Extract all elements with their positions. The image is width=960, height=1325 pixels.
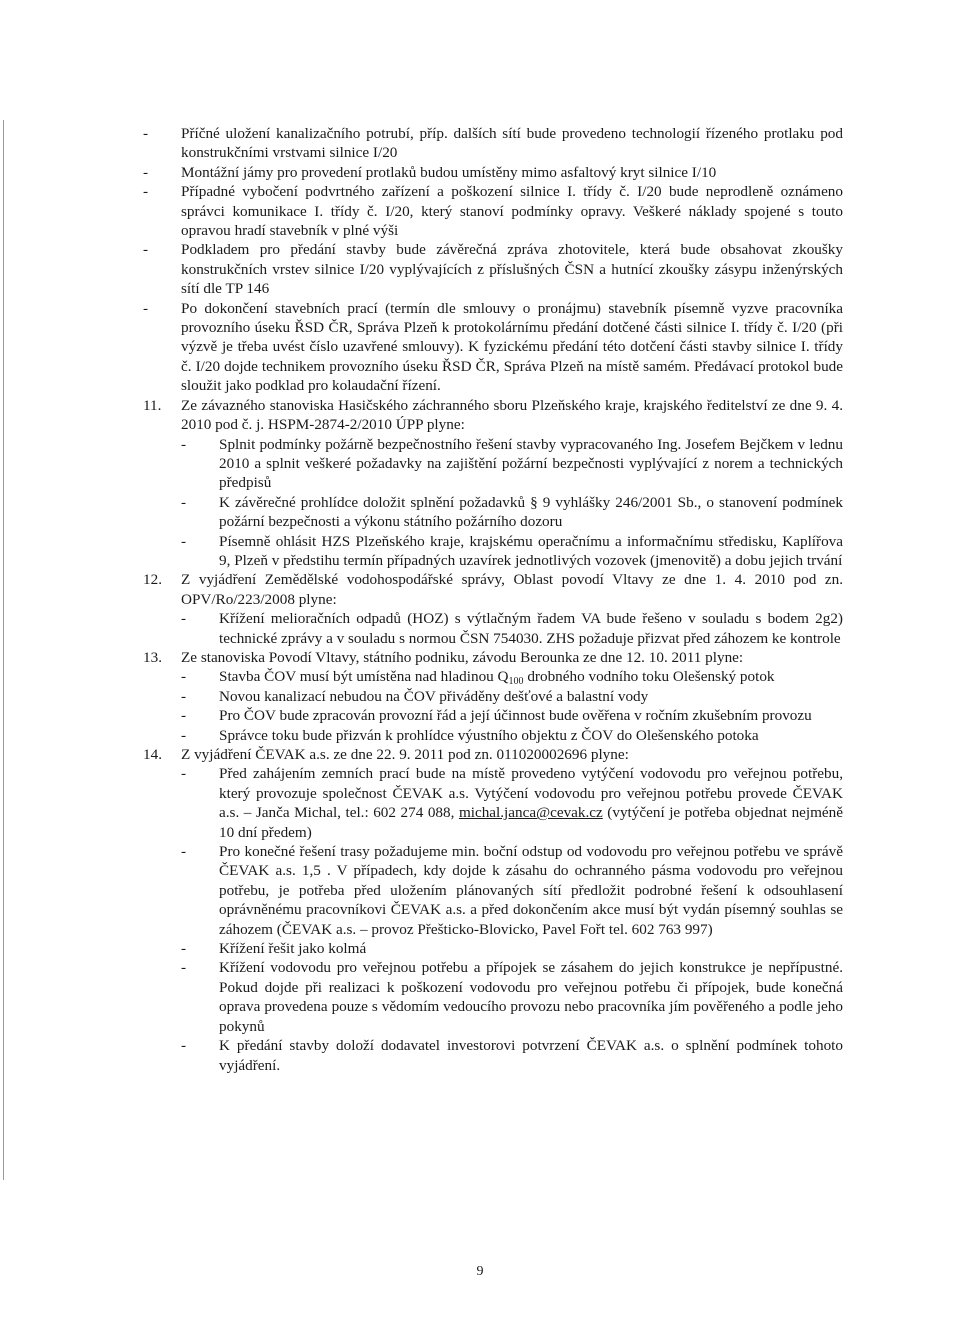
- section-12: [143, 570, 843, 648]
- section-14: [143, 745, 843, 1075]
- list-item: - Případné vybočení podvrtného zařízení a poškození silnice I. třídy č. I/20 bude neprodleně oznámeno správci komunikace I. třídy č. I/20, který stanoví podmínky opravy. Veškeré náklady spojené s touto opravou hradí stavebník v plné výši: [143, 182, 843, 240]
- section-11: [143, 396, 843, 571]
- list-item: - Podkladem pro předání stavby bude závěrečná zpráva zhotovitele, která bude obsahovat zkoušky konstrukčních vrstev silnice I/20 vyplývajících z příslušných ČSN a hutnící zkoušky zásypu inženýrských sítí dle TP 146: [143, 240, 843, 298]
- list-item: - Po dokončení stavebních prací (termín dle smlouvy o pronájmu) stavebník písemně vyzve pracovníka provozního úseku ŘSD ČR, Správa Plzeň k protokolárnímu předání dotčené části silnice I. třídy č. I/20 (při výzvě je třeba uvést číslo uzavřené smlouvy). K fyzickému předání této dotčení části stavby silnice I. třídy č. I/20 dojde technikem provozního úseku ŘSD ČR, Správa Plzeň na místě samém. Předávací protokol bude sloužit jako podklad pro kolaudační řízení.: [143, 299, 843, 396]
- subscript: 100: [508, 676, 524, 688]
- list-item: - Pro konečné řešení trasy požadujeme min. boční odstup od vodovodu pro veřejnou potřebu ve správě ČEVAK a.s. 1,5 . V případech, kdy dojde k zásahu do ochranného pásma vodovodu pro veřejnou potřebu, je potřeba před uložením plánovaných sítí předložit podrobné řešení k odsouhlasení oprávněnému pracovníkovi ČEVAK a.s. a před dokončením akce musí být vydán písemný souhlas se záhozem (ČEVAK a.s. – provoz Přešticko-Blovicko, Pavel Fořt tel. 602 763 997): [181, 842, 843, 939]
- list-item: - Křížení melioračních odpadů (HOZ) s výtlačným řadem VA bude řešeno v souladu s bodem 2g2) technické zprávy a v souladu s normou ČSN 754030. ZHS požaduje přizvat před záhozem ke kontrole: [181, 609, 843, 648]
- section-number: 13.: [143, 648, 162, 666]
- section-number: 11.: [143, 396, 162, 414]
- section-13: [143, 648, 843, 745]
- list-item: - Křížení vodovodu pro veřejnou potřebu a přípojek se zásahem do jejich konstrukce je nepřípustné. Pokud dojde při realizaci k poškození vodovodu pro veřejnou potřebu či přípojek, bude konečná oprava provedena pouze s vědomím vedoucího provozu nebo pracovníka jím pověřeného a podle jeho pokynů: [181, 958, 843, 1036]
- list-item: - Montážní jámy pro provedení protlaků budou umístěny mimo asfaltový kryt silnice I/10: [143, 163, 843, 182]
- list-item: - K předání stavby doloží dodavatel investorovi potvrzení ČEVAK a.s. o splnění podmínek tohoto vyjádření.: [181, 1036, 843, 1075]
- email-link[interactable]: michal.janca@cevak.cz: [458, 804, 603, 822]
- section-heading: Ze stanoviska Povodí Vltavy, státního podniku, závodu Berounka ze dne 12. 10. 2011 plyne:: [181, 648, 744, 666]
- list-item: - Pro ČOV bude zpracován provozní řád a její účinnost bude ověřena v ročním zkušebním provozu: [181, 706, 843, 725]
- section-heading: Ze závazného stanoviska Hasičského záchranného sboru Plzeňského kraje, krajského ředitelství ze dne 9. 4. 2010 pod č. j. HSPM-2874-2/2010 ÚPP plyne:: [181, 396, 843, 434]
- scan-edge-line: [3, 120, 4, 1180]
- list-item: - Příčné uložení kanalizačního potrubí, příp. dalších sítí bude provedeno technologií řízeného protlaku pod konstrukčními vrstvami silnice I/20: [143, 124, 843, 163]
- section-heading: Z vyjádření ČEVAK a.s. ze dne 22. 9. 2011 pod zn. 011020002696 plyne:: [181, 746, 629, 763]
- list-item: - Písemně ohlásit HZS Plzeňského kraje, krajskému operačnímu a informačnímu středisku, Kaplířova 9, Plzeň v předstihu termín případných uzavírek jednotlivých vozovek (jmenovitě) a dobu jejich trvání: [181, 532, 843, 571]
- list-item: - K závěrečné prohlídce doložit splnění požadavků § 9 vyhlášky 246/2001 Sb., o stanovení podmínek požární bezpečnosti a výkonu státního požárního dozoru: [181, 493, 843, 532]
- list-item: - Stavba ČOV musí být umístěna nad hladinou $Q_{100}$ drobného vodního toku Olešenský potok: [181, 667, 843, 686]
- section-heading: Z vyjádření Zemědělské vodohospodářské správy, Oblast povodí Vltavy ze dne 1. 4. 2010 pod zn. OPV/Ro/223/2008 plyne:: [181, 571, 843, 608]
- list-item: - Novou kanalizací nebudou na ČOV přiváděny dešťové a balastní vody: [181, 687, 843, 706]
- list-item: - Správce toku bude přizván k prohlídce výustního objektu z ČOV do Olešenského potoka: [181, 726, 843, 745]
- page-number: 9: [476, 1264, 484, 1279]
- section-number: 12.: [143, 571, 162, 589]
- section-number: 14.: [143, 746, 162, 763]
- page-content: [143, 124, 843, 1075]
- list-item: - Splnit podmínky požárně bezpečnostního řešení stavby vypracovaného Ing. Josefem Bejčkem v lednu 2010 a splnit veškeré požadavky na zajištění požární bezpečnosti vyplývající z norem a technických předpisů: [181, 435, 843, 493]
- list-item: - Křížení řešit jako kolmá: [181, 939, 843, 958]
- list-item: - Před zahájením zemních prací bude na místě provedeno vytýčení vodovodu pro veřejnou potřebu, který provozuje společnost ČEVAK a.s. Vytýčení vodovodu pro veřejnou potřebu provede ČEVAK a.s. – Janča Michal, tel.: 602 274 088, michal.janca@cevak.cz (vytýčení je potřeba objednat nejméně 10 dní předem): [181, 764, 843, 842]
